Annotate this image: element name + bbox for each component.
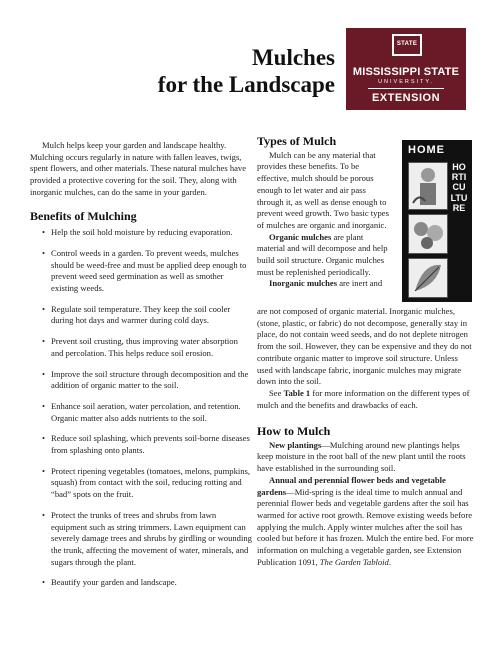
types-section <box>257 136 392 290</box>
list-item: • Help the soil hold moisture by reducing evaporation. <box>30 227 252 239</box>
howto-section <box>257 426 475 568</box>
intro-paragraph: Mulch helps keep your garden and landscape healthy. Mulching occurs regularly in nature with fallen leaves, twigs, spent flowers, and other materials. These natural mulches have provided a protective covering for the soil. They, along with inorganic mulches, can do the same in your garden. <box>30 140 247 197</box>
organic-term: Organic mulches <box>269 231 332 242</box>
see-text-a: See <box>269 387 284 398</box>
new-plantings-term: New plantings <box>269 439 322 450</box>
left-column <box>30 140 252 598</box>
logo-divider <box>368 88 444 89</box>
types-heading: Types of Mulch <box>257 134 337 148</box>
publication-title: The Garden Tabloid <box>319 556 389 567</box>
annual-paragraph <box>257 475 475 569</box>
annual-term: Annual and perennial flower beds and vegetable gardens <box>257 474 446 497</box>
logo-name: MISSISSIPPI STATE <box>352 66 460 78</box>
home-horticulture-badge <box>402 140 472 302</box>
organic-text: are plant material and will decompose and help build soil structure. Organic mulches must be replenished periodically. <box>257 231 388 277</box>
title-line-2: for the Landscape <box>157 72 335 97</box>
gardener-illustration <box>408 162 448 210</box>
badge-horticulture: HORTICULTURE <box>450 162 468 213</box>
new-plantings-text: —Mulching around new plantings helps keep moisture in the root ball of the new plant until the roots have established in the surrounding soil. <box>257 439 466 474</box>
inorganic-lead <box>257 278 392 290</box>
see-table-paragraph <box>257 388 475 411</box>
table-reference: Table 1 <box>283 387 311 398</box>
list-item: • Protect the trunks of trees and shrubs from lawn equipment such as string trimmers. Lawn equipment can severely damage trees and shrubs by girdling or wounding the trunk, affecting the movement of water, minerals, and sugars through the plant. <box>30 510 252 569</box>
annual-text: —Mid-spring is the ideal time to mulch annual and perennial flower beds and vegetable gardens after the soil has warmed for active root growth. Remove existing weeds before applying the mulch. Apply winter mulches after the soil has cooled but before it has frozen. Mulch the entire bed. For more information on mulching a vegetable garden, see Extension Publication 1091, <box>257 486 474 567</box>
logo-unit: EXTENSION <box>371 92 441 104</box>
new-plantings-paragraph <box>257 440 475 475</box>
list-item: • Improve the soil structure through decomposition and the addition of organic matter to the soil. <box>30 369 252 392</box>
badge-home: HOME <box>408 144 445 156</box>
list-item: • Protect ripening vegetables (tomatoes, melons, pumpkins, squash) from contact with the soil, reducing rotting and “bad” spots on the fruit. <box>30 466 252 501</box>
inorganic-text-a: are inert and <box>337 278 383 289</box>
list-item: • Regulate soil temperature. They keep the soil cooler during hot days and warmer during cold days. <box>30 304 252 327</box>
inorganic-term: Inorganic mulches <box>269 278 338 289</box>
howto-heading: How to Mulch <box>257 424 331 438</box>
list-item: • Control weeds in a garden. To prevent weeds, mulches should be weed-free and must be applied deep enough to prevent weed seed germination as well as smother existing weeds. <box>30 248 252 295</box>
plant-illustration <box>408 214 448 254</box>
shield-icon: STATE <box>392 34 422 56</box>
logo-sub: UNIVERSITY. <box>378 79 434 85</box>
inorganic-paragraph: are not composed of organic material. Inorganic mulches, (stone, plastic, or fabric) do not decompose, generally stay in place, do not contain weed seeds, and do not deplete nitrogen from the soil. However, they can be expensive and they do not contribute organic matter to improve soil structure. Unless used with landscape fabric, inorganic mulches may migrate down into the soil. <box>257 306 472 387</box>
annual-end: . <box>388 556 392 567</box>
see-text-b: for more information on the different types of mulch and the benefits and drawbacks of each. <box>257 387 470 410</box>
benefits-list <box>30 227 252 589</box>
title-line-1: Mulches <box>251 45 335 70</box>
types-paragraph: Mulch can be any material that provides these benefits. To be effective, mulch should be porous enough to let water and air pass through it, as well as dense enough to prevent weed growth. Two basic types of mulches are organic and inorganic. <box>257 149 389 230</box>
list-item: • Prevent soil crusting, thus improving water absorption and percolation. This helps reduce soil erosion. <box>30 336 252 359</box>
leaf-illustration <box>408 258 448 298</box>
types-section-wide <box>257 306 475 411</box>
msu-extension-logo <box>346 28 466 110</box>
document-title <box>150 44 335 98</box>
list-item: • Beautify your garden and landscape. <box>30 577 252 589</box>
list-item: • Reduce soil splashing, which prevents soil-borne diseases from splashing onto plants. <box>30 433 252 456</box>
organic-paragraph <box>257 232 392 279</box>
list-item: • Enhance soil aeration, water percolation, and retention. Organic matter also adds nutrients to the soil. <box>30 401 252 424</box>
benefits-heading: Benefits of Mulching <box>30 208 137 223</box>
